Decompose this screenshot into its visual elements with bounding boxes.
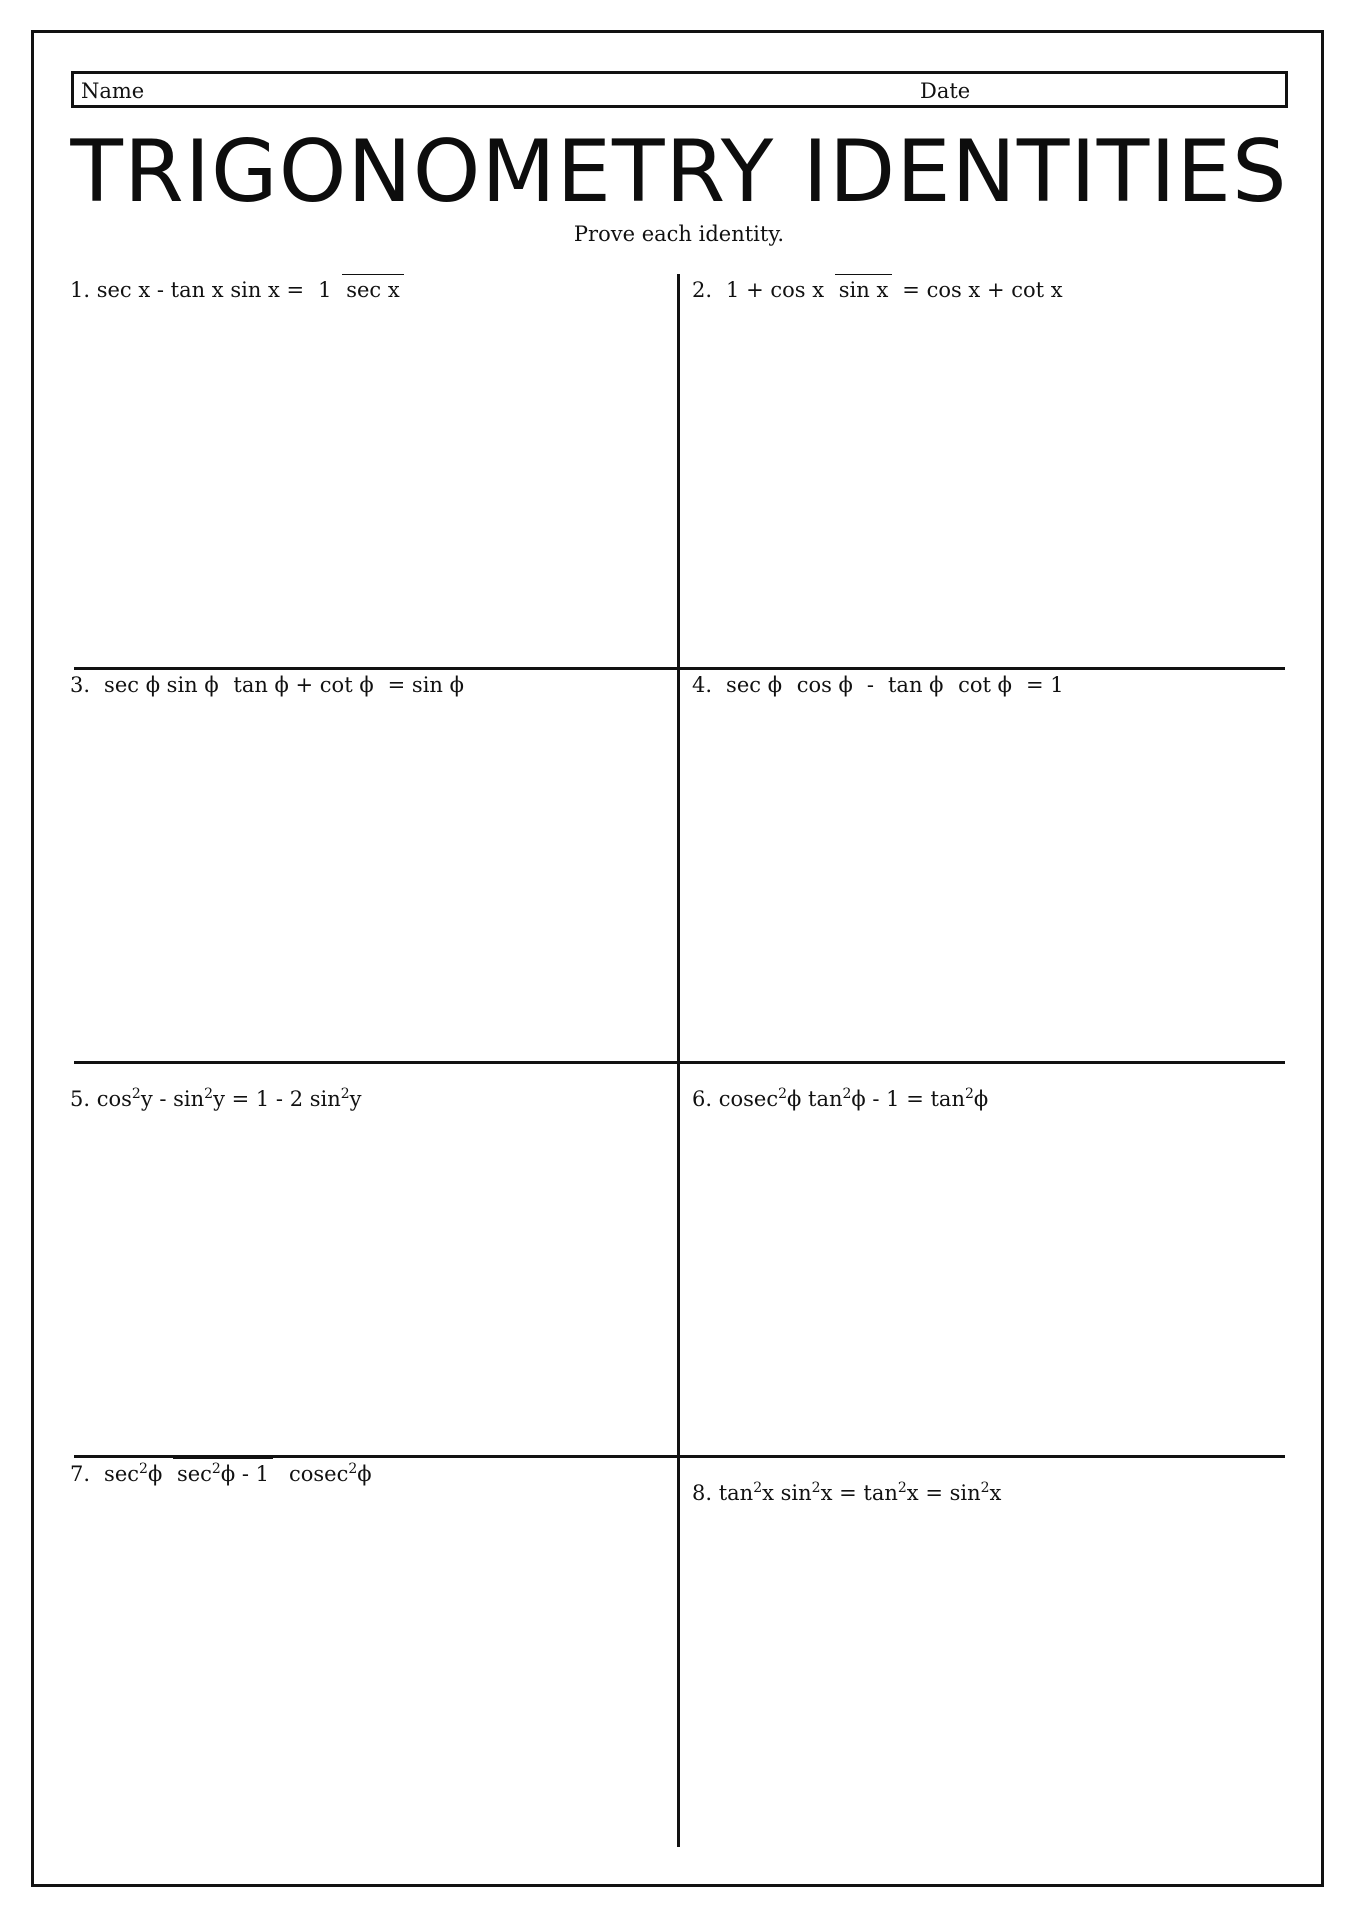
fraction-denominator: cos ϕ	[793, 669, 857, 697]
instructions: Prove each identity.	[573, 222, 785, 246]
fraction-denominator: sin x	[835, 274, 893, 302]
problem-7-fraction	[100, 1462, 273, 1486]
fraction-numerator: 1 + cos x	[726, 278, 825, 302]
name-label: Name	[81, 79, 145, 103]
problem-5-expression: 5. $\cos^2y - \sin^2y = 1 - 2$ $\sin^2y$	[70, 1086, 362, 1111]
fraction-denominator: cot ϕ	[954, 669, 1016, 697]
problem-4-number: 4.	[692, 673, 713, 697]
name-date-box	[71, 71, 1288, 108]
grid-horizontal-divider-2	[74, 1061, 1285, 1064]
problem-3-number: 3.	[70, 673, 91, 697]
problem-6	[692, 1087, 988, 1111]
problem-8	[692, 1481, 1001, 1505]
fraction-numerator: sec ϕ	[726, 673, 783, 697]
problem-3-rhs: = sin ϕ	[387, 673, 464, 697]
problem-4	[692, 673, 1064, 697]
problem-5	[70, 1087, 362, 1111]
problem-7	[70, 1462, 372, 1486]
problem-2-number: 2.	[692, 278, 713, 302]
problem-2-fraction	[722, 278, 892, 302]
problem-8-expression: 8. $\tan^2x$ $\sin^2x = \tan^2x = \sin^2x$	[692, 1480, 1002, 1505]
date-label: Date	[920, 79, 971, 103]
fraction-denominator: tan ϕ + cot ϕ	[229, 669, 377, 697]
fraction-numerator: sec ϕ sin ϕ	[104, 673, 219, 697]
problem-2-rhs: = cos x + cot x	[902, 278, 1063, 302]
problem-3-fraction	[100, 673, 378, 697]
fraction-numerator: $\sec^2\phi$	[104, 1461, 163, 1486]
problem-7-rhs: cosec$^2$ϕ	[288, 1461, 372, 1486]
fraction-numerator: 1	[318, 278, 332, 302]
problem-6-expression: 6. cosec$^2$ϕ $\tan^2\phi - 1 = \tan^2\phi$	[692, 1086, 989, 1111]
problem-4-fraction-1	[722, 673, 857, 697]
fraction-denominator: $\sec^2\phi - 1$	[173, 1458, 273, 1486]
fraction-denominator: sec x	[342, 274, 403, 302]
problem-1	[70, 278, 408, 302]
problem-4-fraction-2	[884, 673, 1016, 697]
problem-3	[70, 673, 464, 697]
problem-1-fraction	[314, 278, 404, 302]
problem-2	[692, 278, 1063, 302]
fraction-numerator: tan ϕ	[887, 673, 944, 697]
worksheet-title: TRIGONOMETRY IDENTITIES	[70, 122, 1288, 222]
problem-7-number: 7.	[70, 1462, 91, 1486]
problem-1-lhs: 1. sec x - tan x sin x =	[70, 278, 305, 302]
problem-4-rhs: = 1	[1026, 673, 1064, 697]
problem-4-operator: -	[866, 673, 874, 697]
